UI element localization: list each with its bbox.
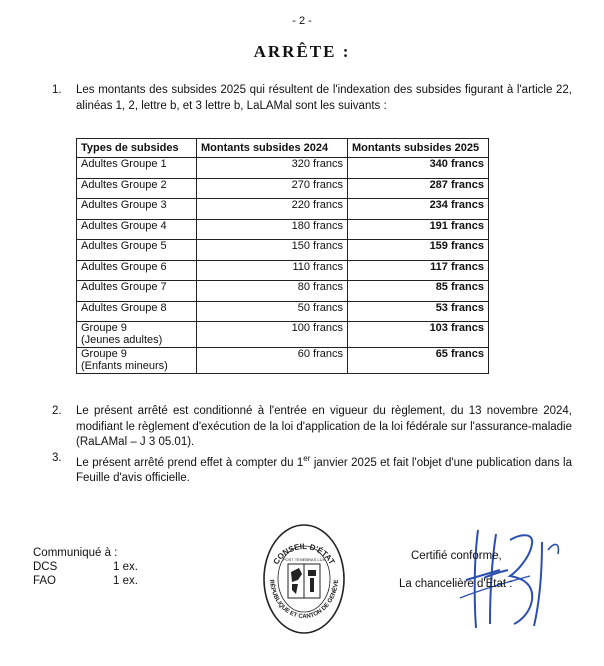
amount-2024-cell: 110 francs	[197, 260, 348, 281]
table-row	[77, 348, 489, 374]
subsidy-type-cell	[77, 199, 197, 220]
recipient-name: FAO	[33, 575, 57, 587]
article-text-part: Le présent arrêté prend effet à compter du 1	[76, 456, 304, 469]
subsidy-type: Adultes Groupe 4	[81, 219, 167, 232]
article-2	[52, 404, 572, 452]
amount-2024-cell: 80 francs	[197, 281, 348, 302]
subsidy-type-cell	[77, 158, 197, 179]
seal-bottom-text: RÉPUBLIQUE ET CANTON DE GENÈVE	[267, 579, 341, 621]
amount-2025-cell: 234 francs	[348, 199, 489, 220]
subsidy-type: Groupe 9	[81, 322, 127, 334]
subsidy-type: Groupe 9	[81, 348, 127, 360]
subsidy-type: Adultes Groupe 3	[81, 199, 167, 211]
communique-label: Communiqué à :	[33, 547, 118, 559]
table-row	[77, 199, 489, 220]
distribution-list	[33, 546, 138, 588]
amount-2025-cell: 65 francs	[348, 348, 489, 374]
amount-2024-cell: 50 francs	[197, 301, 348, 322]
article-text	[76, 451, 572, 487]
seal-motto: POST TENEBRAS LUX	[282, 557, 326, 562]
subsidies-table	[76, 138, 489, 374]
page-number: - 2 -	[292, 15, 312, 27]
recipient-name: DCS	[33, 561, 58, 573]
column-header: Types de subsides	[77, 139, 197, 158]
subsidy-type-cell	[77, 281, 197, 302]
subsidy-type-cell	[77, 240, 197, 261]
article-1	[52, 83, 572, 117]
amount-2025-cell: 159 francs	[348, 240, 489, 261]
subsidy-type: Adultes Groupe 5	[81, 240, 167, 252]
amount-2024-cell: 320 francs	[197, 158, 348, 179]
superscript: er	[303, 454, 311, 463]
article-number: 1.	[52, 84, 62, 96]
amount-2025-cell: 103 francs	[348, 322, 489, 348]
subsidy-type: Adultes Groupe 2	[81, 178, 167, 191]
subsidy-type-cell	[77, 178, 197, 199]
table-row	[77, 158, 489, 179]
article-text: Le présent arrêté est conditionné à l'entrée en vigueur du règlement, du 13 novembre 2024, modifiant le règlement d'exécution de la loi d'application de la loi fédérale sur l'assurance-maladie (RaLAMal – J 3 05.01).	[76, 405, 572, 448]
amount-2024-cell: 180 francs	[197, 219, 348, 240]
seal-graphic	[262, 522, 346, 636]
article-number: 2.	[52, 405, 62, 417]
article-number: 3.	[52, 452, 62, 464]
column-header: Montants subsides 2025	[348, 139, 489, 158]
amount-2024-cell: 100 francs	[197, 322, 348, 348]
amount-2025-cell: 340 francs	[348, 158, 489, 179]
amount-2025-cell: 117 francs	[348, 260, 489, 281]
subsidy-type: Adultes Groupe 7	[81, 281, 167, 293]
amount-2025-cell: 191 francs	[348, 219, 489, 240]
subsidy-type-cell	[77, 348, 197, 374]
certified-line: Certifié conforme,	[411, 550, 502, 562]
subsidy-type-cell	[77, 322, 197, 348]
recipient-count: 1 ex.	[113, 561, 138, 573]
subsidy-type-cell	[77, 219, 197, 240]
recipient-row	[33, 560, 138, 574]
amount-2025-cell: 53 francs	[348, 301, 489, 322]
subsidy-type-detail: (Enfants mineurs)	[81, 360, 168, 372]
amount-2024-cell: 270 francs	[197, 178, 348, 199]
chancellor-line: La chancelière d'Etat :	[399, 578, 513, 590]
amount-2024-cell: 150 francs	[197, 240, 348, 261]
article-text-part: janvier 2025 et fait l'objet d'une publication dans la Feuille d'avis officielle.	[76, 456, 572, 485]
decree-heading: ARRÊTE :	[253, 42, 351, 61]
table-row	[77, 301, 489, 322]
subsidy-type: Adultes Groupe 8	[81, 301, 167, 314]
table-row	[77, 281, 489, 302]
amount-2025-cell: 287 francs	[348, 178, 489, 199]
recipient-row	[33, 574, 138, 588]
column-header: Montants subsides 2024	[197, 139, 348, 158]
amount-2024-cell: 60 francs	[197, 348, 348, 374]
state-seal	[262, 522, 346, 639]
article-text: Les montants des subsides 2025 qui résultent de l'indexation des subsides figurant à l'article 22, alinéas 1, 2, lettre b, et 3 lettre b, LaLAMal sont les suivants :	[76, 84, 572, 112]
table-row	[77, 219, 489, 240]
svg-text:CONSEIL D'ÉTAT	[271, 542, 336, 566]
amount-2024-cell: 220 francs	[197, 199, 348, 220]
article-3	[52, 451, 572, 485]
table-row	[77, 322, 489, 348]
table-header-row	[77, 139, 489, 158]
recipient-count: 1 ex.	[113, 575, 138, 587]
table-row	[77, 260, 489, 281]
subsidy-type-detail: (Jeunes adultes)	[81, 334, 163, 346]
subsidy-type-cell	[77, 301, 197, 322]
subsidy-type: Adultes Groupe 6	[81, 260, 167, 273]
table-row	[77, 240, 489, 261]
seal-top-text: CONSEIL D'ÉTAT	[271, 541, 337, 567]
subsidy-type: Adultes Groupe 1	[81, 158, 167, 170]
table-row	[77, 178, 489, 199]
subsidy-type-cell	[77, 260, 197, 281]
amount-2025-cell: 85 francs	[348, 281, 489, 302]
